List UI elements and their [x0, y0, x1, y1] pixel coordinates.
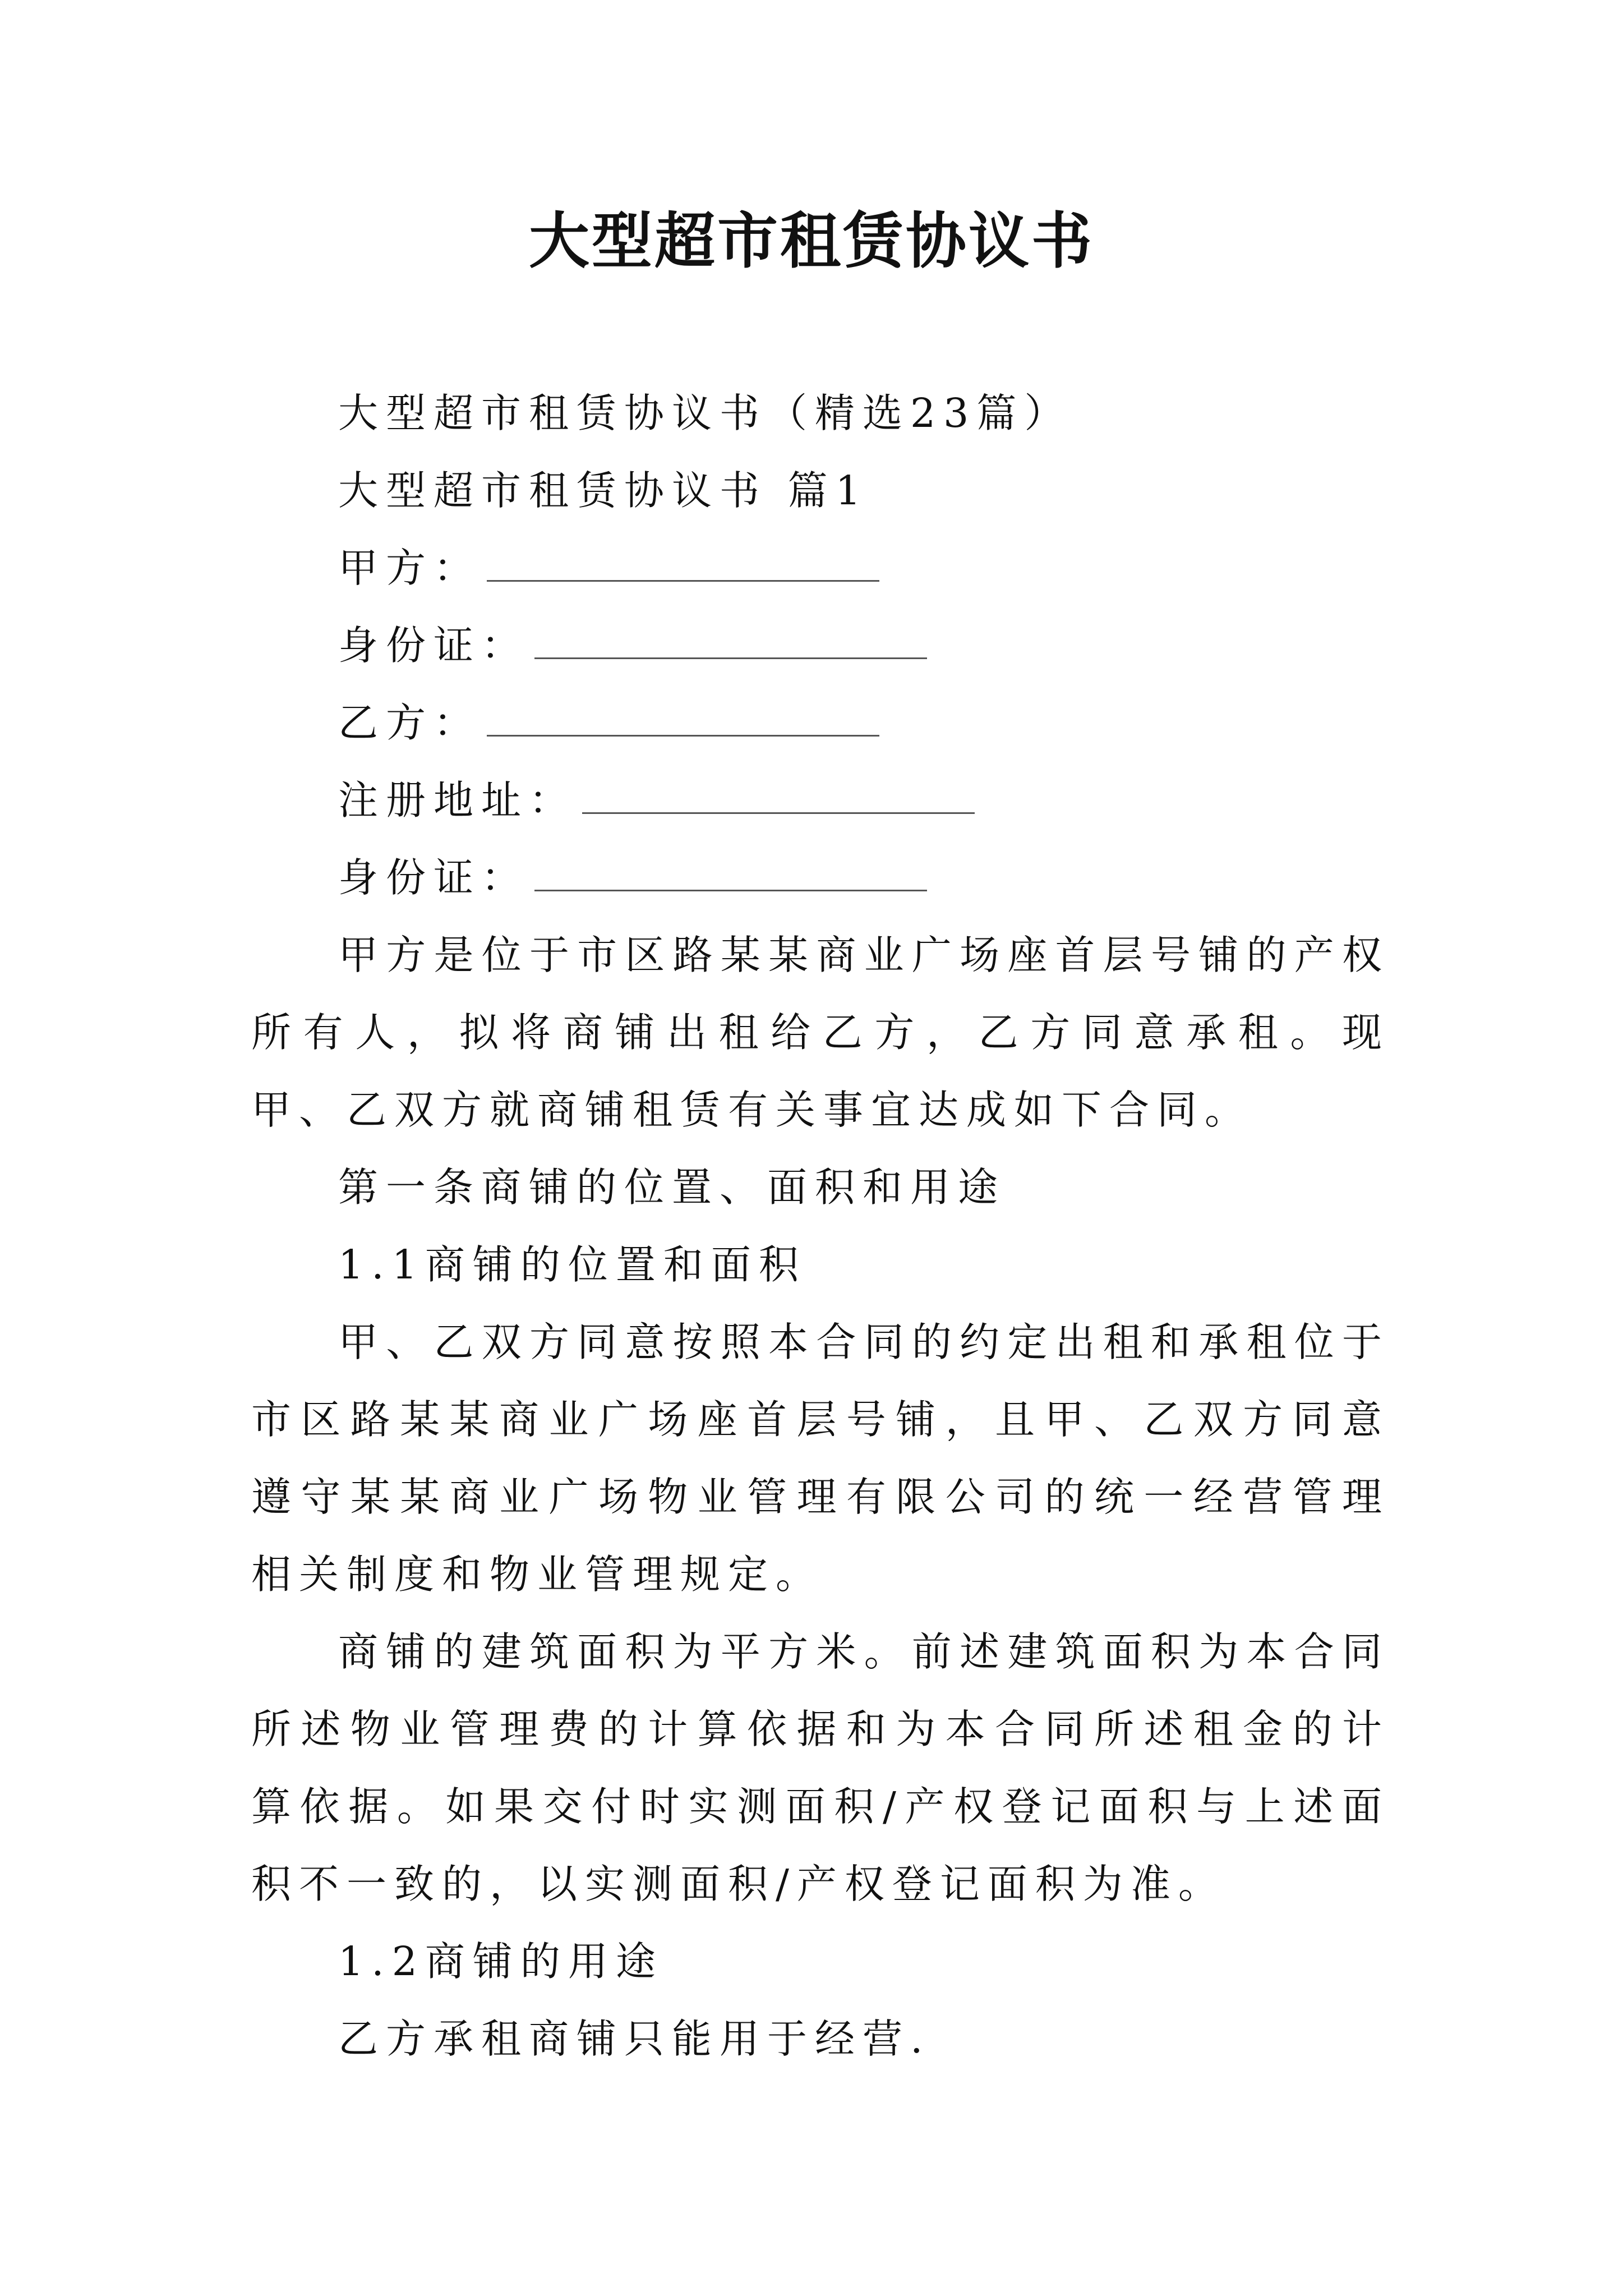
party-b-id-blank	[534, 859, 927, 891]
party-b-field	[251, 684, 1390, 762]
party-a-id-field	[251, 607, 1390, 684]
party-a-id-label: 身份证：	[338, 622, 529, 669]
party-b-label: 乙方：	[338, 700, 482, 746]
intro-paragraph: 甲方是位于市区路某某商业广场座首层号铺的产权所有人，拟将商铺出租给乙方，乙方同意承租。现甲、乙双方就商铺租赁有关事宜达成如下合同。	[251, 932, 1390, 1133]
location-paragraph: 甲、乙双方同意按照本合同的约定出租和承租位于市区路某某商业广场座首层号铺，且甲、乙双方同意遵守某某商业广场物业管理有限公司的统一经营管理相关制度和物业管理规定。	[251, 1319, 1390, 1598]
article-1-heading: 第一条商铺的位置、面积和用途	[338, 1164, 1006, 1211]
section-1-2-heading: 1.2商铺的用途	[338, 1938, 663, 1985]
registered-address-label: 注册地址：	[338, 777, 577, 823]
registered-address-field	[251, 762, 1390, 839]
party-a-label: 甲方：	[338, 545, 482, 591]
party-a-field	[251, 530, 1390, 607]
registered-address-blank	[582, 781, 975, 814]
party-b-id-label: 身份证：	[338, 854, 529, 901]
usage-paragraph: 乙方承租商铺只能用于经营.	[338, 2016, 931, 2062]
area-paragraph: 商铺的建筑面积为平方米。前述建筑面积为本合同所述物业管理费的计算依据和为本合同所述租金的计算依据。如果交付时实测面积/产权登记面积与上述面积不一致的，以实测面积/产权登记面积为准。	[251, 1628, 1390, 1907]
subtitle: 大型超市租赁协议书（精选23篇）	[338, 390, 1072, 436]
party-b-blank	[487, 704, 879, 737]
party-a-id-blank	[534, 627, 927, 659]
document-body	[251, 375, 1390, 2078]
document-title: 大型超市租赁协议书	[528, 206, 1094, 277]
party-b-id-field	[251, 839, 1390, 917]
party-a-blank	[487, 549, 879, 582]
section-1-1-heading: 1.1商铺的位置和面积	[338, 1241, 806, 1288]
chapter-heading: 大型超市租赁协议书 篇1	[338, 467, 869, 514]
